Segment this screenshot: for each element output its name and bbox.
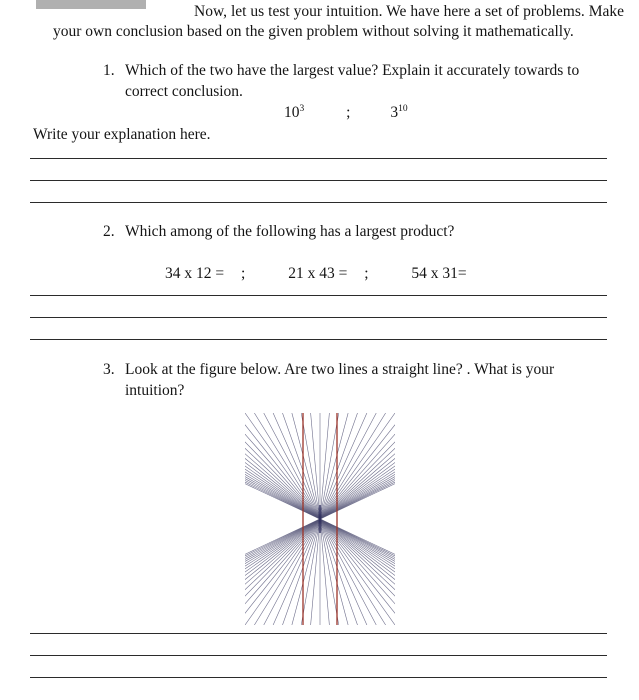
question-2-number: 2. bbox=[103, 223, 115, 240]
expression-exponent: 10 bbox=[398, 103, 408, 114]
separator-semicolon: ; bbox=[346, 104, 351, 121]
answer-line bbox=[30, 159, 607, 181]
line-illusion-figure bbox=[245, 413, 395, 625]
expression-base: 3 bbox=[390, 104, 399, 121]
intro-paragraph: Now, let us test your intuition. We have here a set of problems. Make your own conclusion based on the given problem without solving it mathematically. bbox=[53, 3, 624, 40]
answer-lines-question-3 bbox=[30, 625, 607, 678]
expression-three-tenth bbox=[390, 104, 407, 121]
answer-line bbox=[30, 318, 607, 340]
answer-line bbox=[30, 634, 607, 656]
answer-line bbox=[30, 656, 607, 678]
question-2 bbox=[0, 221, 639, 242]
answer-line bbox=[30, 625, 607, 634]
question-3 bbox=[0, 359, 639, 401]
answer-lines-question-1 bbox=[30, 145, 607, 203]
expression-exponent: 3 bbox=[299, 103, 305, 114]
question-1 bbox=[0, 60, 639, 102]
question-3-text: Look at the figure below. Are two lines a straight line? . What is your intuition? bbox=[125, 361, 555, 399]
product-expression-2: 21 x 43 = bbox=[288, 265, 348, 282]
answer-lines-question-2 bbox=[30, 284, 607, 340]
answer-line bbox=[30, 145, 607, 159]
separator-semicolon: ; bbox=[364, 265, 369, 282]
question-2-products bbox=[165, 264, 639, 284]
answer-line bbox=[30, 284, 607, 296]
expression-base: 10 bbox=[284, 104, 300, 121]
question-2-text: Which among of the following has a largest product? bbox=[125, 223, 455, 240]
expression-ten-cubed bbox=[284, 104, 304, 121]
question-3-figure bbox=[0, 413, 639, 625]
question-1-number: 1. bbox=[103, 62, 115, 79]
product-expression-3: 54 x 31= bbox=[411, 265, 467, 282]
separator-semicolon: ; bbox=[241, 265, 246, 282]
question-3-number: 3. bbox=[103, 361, 115, 378]
product-expression-1: 34 x 12 = bbox=[165, 265, 225, 282]
answer-line bbox=[30, 181, 607, 203]
write-explanation-prompt: Write your explanation here. bbox=[33, 126, 211, 143]
question-1-expressions bbox=[284, 103, 639, 123]
redacted-area bbox=[36, 0, 146, 9]
question-1-text: Which of the two have the largest value? Explain it accurately towards to correct conclusion. bbox=[125, 62, 580, 100]
answer-line bbox=[30, 296, 607, 318]
